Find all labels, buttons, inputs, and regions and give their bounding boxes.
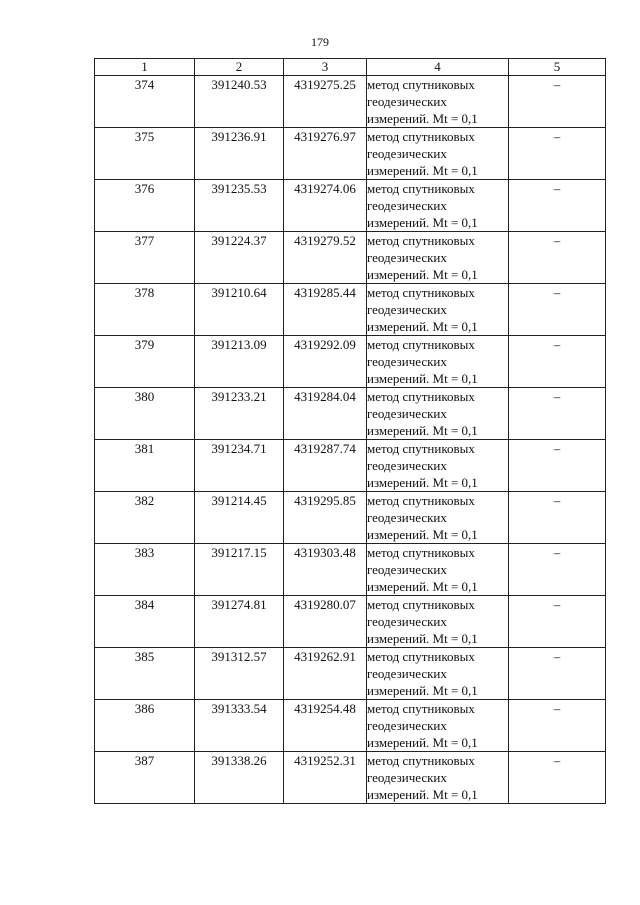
point-number-cell: 387 bbox=[95, 752, 195, 804]
method-line: метод спутниковых bbox=[367, 181, 475, 196]
method-line: геодезических bbox=[367, 718, 447, 733]
method-line: геодезических bbox=[367, 510, 447, 525]
table-row bbox=[95, 440, 606, 492]
method-line: измерений. Mt = 0,1 bbox=[367, 787, 478, 802]
method-line: геодезических bbox=[367, 250, 447, 265]
point-number-cell: 375 bbox=[95, 128, 195, 180]
method-line: метод спутниковых bbox=[367, 753, 475, 768]
method-line: геодезических bbox=[367, 770, 447, 785]
column-header-4: 4 bbox=[367, 59, 509, 76]
point-number-cell: 382 bbox=[95, 492, 195, 544]
x-coordinate-cell: 391235.53 bbox=[195, 180, 284, 232]
x-coordinate-cell: 391233.21 bbox=[195, 388, 284, 440]
note-cell: – bbox=[509, 596, 606, 648]
method-line: геодезических bbox=[367, 614, 447, 629]
point-number-cell: 385 bbox=[95, 648, 195, 700]
method-line: геодезических bbox=[367, 406, 447, 421]
table-header bbox=[95, 59, 606, 76]
y-coordinate-cell: 4319295.85 bbox=[284, 492, 367, 544]
table-row bbox=[95, 752, 606, 804]
method-line: метод спутниковых bbox=[367, 77, 475, 92]
x-coordinate-cell: 391210.64 bbox=[195, 284, 284, 336]
y-coordinate-cell: 4319252.31 bbox=[284, 752, 367, 804]
method-line: геодезических bbox=[367, 354, 447, 369]
method-line: измерений. Mt = 0,1 bbox=[367, 527, 478, 542]
method-cell bbox=[367, 128, 509, 180]
method-line: геодезических bbox=[367, 198, 447, 213]
note-cell: – bbox=[509, 492, 606, 544]
note-cell: – bbox=[509, 336, 606, 388]
method-line: метод спутниковых bbox=[367, 233, 475, 248]
x-coordinate-cell: 391234.71 bbox=[195, 440, 284, 492]
method-cell bbox=[367, 492, 509, 544]
x-coordinate-cell: 391236.91 bbox=[195, 128, 284, 180]
method-line: метод спутниковых bbox=[367, 129, 475, 144]
column-header-1: 1 bbox=[95, 59, 195, 76]
method-line: измерений. Mt = 0,1 bbox=[367, 111, 478, 126]
note-cell: – bbox=[509, 752, 606, 804]
method-line: метод спутниковых bbox=[367, 441, 475, 456]
y-coordinate-cell: 4319274.06 bbox=[284, 180, 367, 232]
table-row bbox=[95, 648, 606, 700]
point-number-cell: 379 bbox=[95, 336, 195, 388]
column-header-2: 2 bbox=[195, 59, 284, 76]
note-cell: – bbox=[509, 180, 606, 232]
point-number-cell: 381 bbox=[95, 440, 195, 492]
method-line: измерений. Mt = 0,1 bbox=[367, 683, 478, 698]
x-coordinate-cell: 391213.09 bbox=[195, 336, 284, 388]
y-coordinate-cell: 4319292.09 bbox=[284, 336, 367, 388]
x-coordinate-cell: 391240.53 bbox=[195, 76, 284, 128]
method-line: измерений. Mt = 0,1 bbox=[367, 267, 478, 282]
table-row bbox=[95, 336, 606, 388]
page-number: 179 bbox=[311, 35, 329, 49]
method-line: геодезических bbox=[367, 302, 447, 317]
y-coordinate-cell: 4319285.44 bbox=[284, 284, 367, 336]
point-number-cell: 380 bbox=[95, 388, 195, 440]
y-coordinate-cell: 4319284.04 bbox=[284, 388, 367, 440]
method-line: метод спутниковых bbox=[367, 701, 475, 716]
note-cell: – bbox=[509, 544, 606, 596]
table-row bbox=[95, 388, 606, 440]
method-line: измерений. Mt = 0,1 bbox=[367, 423, 478, 438]
table-row bbox=[95, 284, 606, 336]
method-cell bbox=[367, 700, 509, 752]
note-cell: – bbox=[509, 76, 606, 128]
method-line: геодезических bbox=[367, 146, 447, 161]
y-coordinate-cell: 4319280.07 bbox=[284, 596, 367, 648]
method-cell bbox=[367, 440, 509, 492]
point-number-cell: 386 bbox=[95, 700, 195, 752]
table-body bbox=[95, 76, 606, 804]
note-cell: – bbox=[509, 440, 606, 492]
y-coordinate-cell: 4319254.48 bbox=[284, 700, 367, 752]
x-coordinate-cell: 391224.37 bbox=[195, 232, 284, 284]
table-row bbox=[95, 492, 606, 544]
method-line: измерений. Mt = 0,1 bbox=[367, 163, 478, 178]
method-cell bbox=[367, 648, 509, 700]
note-cell: – bbox=[509, 388, 606, 440]
note-cell: – bbox=[509, 700, 606, 752]
column-header-3: 3 bbox=[284, 59, 367, 76]
point-number-cell: 384 bbox=[95, 596, 195, 648]
method-line: геодезических bbox=[367, 666, 447, 681]
table-row bbox=[95, 544, 606, 596]
method-line: измерений. Mt = 0,1 bbox=[367, 215, 478, 230]
method-cell bbox=[367, 232, 509, 284]
method-line: метод спутниковых bbox=[367, 597, 475, 612]
y-coordinate-cell: 4319275.25 bbox=[284, 76, 367, 128]
y-coordinate-cell: 4319287.74 bbox=[284, 440, 367, 492]
y-coordinate-cell: 4319262.91 bbox=[284, 648, 367, 700]
x-coordinate-cell: 391274.81 bbox=[195, 596, 284, 648]
method-line: метод спутниковых bbox=[367, 545, 475, 560]
method-cell bbox=[367, 544, 509, 596]
table-row bbox=[95, 700, 606, 752]
y-coordinate-cell: 4319279.52 bbox=[284, 232, 367, 284]
method-cell bbox=[367, 180, 509, 232]
x-coordinate-cell: 391333.54 bbox=[195, 700, 284, 752]
method-line: геодезических bbox=[367, 94, 447, 109]
method-line: измерений. Mt = 0,1 bbox=[367, 319, 478, 334]
note-cell: – bbox=[509, 284, 606, 336]
method-line: измерений. Mt = 0,1 bbox=[367, 631, 478, 646]
table-row bbox=[95, 76, 606, 128]
method-cell bbox=[367, 76, 509, 128]
x-coordinate-cell: 391338.26 bbox=[195, 752, 284, 804]
table-row bbox=[95, 232, 606, 284]
point-number-cell: 378 bbox=[95, 284, 195, 336]
method-line: измерений. Mt = 0,1 bbox=[367, 735, 478, 750]
method-cell bbox=[367, 596, 509, 648]
method-line: измерений. Mt = 0,1 bbox=[367, 579, 478, 594]
method-line: метод спутниковых bbox=[367, 285, 475, 300]
method-line: геодезических bbox=[367, 458, 447, 473]
column-header-5: 5 bbox=[509, 59, 606, 76]
method-cell bbox=[367, 284, 509, 336]
method-cell bbox=[367, 336, 509, 388]
method-cell bbox=[367, 752, 509, 804]
coordinates-table bbox=[94, 58, 606, 804]
table-row bbox=[95, 128, 606, 180]
x-coordinate-cell: 391214.45 bbox=[195, 492, 284, 544]
point-number-cell: 374 bbox=[95, 76, 195, 128]
x-coordinate-cell: 391217.15 bbox=[195, 544, 284, 596]
point-number-cell: 376 bbox=[95, 180, 195, 232]
method-line: измерений. Mt = 0,1 bbox=[367, 371, 478, 386]
method-line: геодезических bbox=[367, 562, 447, 577]
method-line: измерений. Mt = 0,1 bbox=[367, 475, 478, 490]
method-line: метод спутниковых bbox=[367, 389, 475, 404]
method-line: метод спутниковых bbox=[367, 337, 475, 352]
method-line: метод спутниковых bbox=[367, 649, 475, 664]
x-coordinate-cell: 391312.57 bbox=[195, 648, 284, 700]
point-number-cell: 377 bbox=[95, 232, 195, 284]
method-cell bbox=[367, 388, 509, 440]
method-line: метод спутниковых bbox=[367, 493, 475, 508]
note-cell: – bbox=[509, 232, 606, 284]
table-row bbox=[95, 596, 606, 648]
table-row bbox=[95, 180, 606, 232]
y-coordinate-cell: 4319303.48 bbox=[284, 544, 367, 596]
note-cell: – bbox=[509, 128, 606, 180]
point-number-cell: 383 bbox=[95, 544, 195, 596]
header-row bbox=[95, 59, 606, 76]
note-cell: – bbox=[509, 648, 606, 700]
y-coordinate-cell: 4319276.97 bbox=[284, 128, 367, 180]
